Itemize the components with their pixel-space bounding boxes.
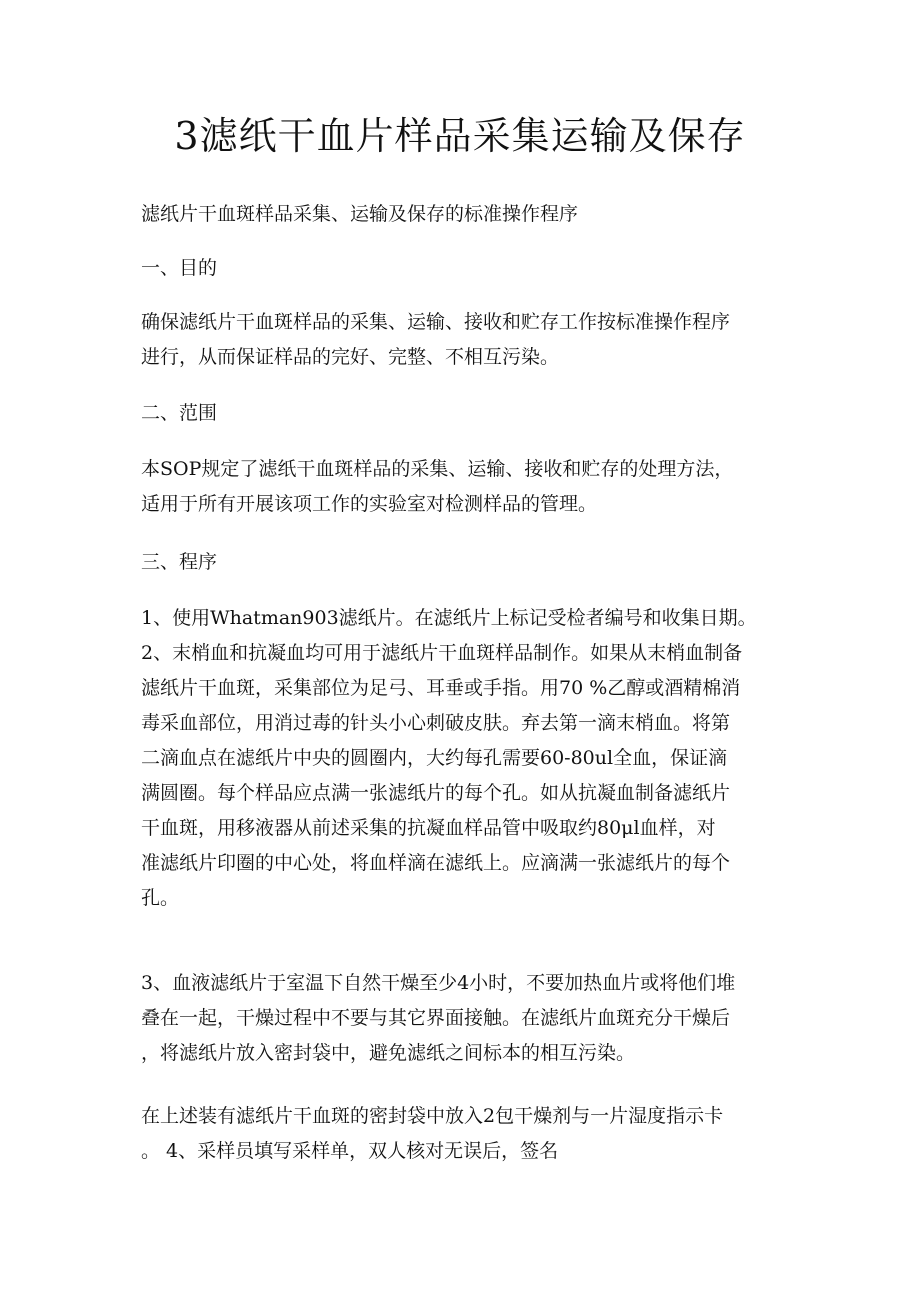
text-line: ，将滤纸片放入密封袋中，避免滤纸之间标本的相互污染。: [141, 1042, 636, 1064]
document-title: 3滤纸干血片样品采集运输及保存: [174, 114, 746, 158]
purpose-heading: 一、目的: [141, 257, 218, 279]
document-subtitle: 滤纸片干血斑样品采集、运输及保存的标准操作程序: [141, 203, 579, 225]
scope-paragraph: [141, 452, 791, 522]
procedure-step-3: [141, 966, 791, 1071]
procedure-steps-1-2: [141, 601, 791, 916]
text-line: 孔。: [141, 887, 180, 909]
text-line: 在上述装有滤纸片干血斑的密封袋中放入2包干燥剂与一片湿度指示卡: [141, 1105, 724, 1127]
text-line: 3、血液滤纸片于室温下自然干燥至少4小时，不要加热血片或将他们堆: [141, 972, 736, 994]
text-line: 叠在一起，干燥过程中不要与其它界面接触。在滤纸片血斑充分干燥后: [141, 1007, 731, 1029]
text-line: 满圆圈。每个样品应点满一张滤纸片的每个孔。如从抗凝血制备滤纸片: [141, 782, 731, 804]
text-line: 干血斑，用移液器从前述采集的抗凝血样品管中吸取约80μl血样，对: [141, 817, 716, 839]
text-line: 准滤纸片印圈的中心处，将血样滴在滤纸上。应滴满一张滤纸片的每个: [141, 852, 731, 874]
procedure-heading: 三、程序: [141, 551, 218, 573]
text-line: 适用于所有开展该项工作的实验室对检测样品的管理。: [141, 493, 598, 515]
text-line: 进行，从而保证样品的完好、完整、不相互污染。: [141, 346, 560, 368]
text-line: 毒采血部位，用消过毒的针头小心刺破皮肤。弃去第一滴末梢血。将第: [141, 712, 731, 734]
procedure-packing: [141, 1099, 791, 1169]
text-line: 1、使用Whatman903滤纸片。在滤纸片上标记受检者编号和收集日期。: [141, 607, 757, 629]
text-line: 2、末梢血和抗凝血均可用于滤纸片干血斑样品制作。如果从末梢血制备: [141, 642, 743, 664]
text-line: 二滴血点在滤纸片中央的圆圈内，大约每孔需要60-80ul全血，保证滴: [141, 747, 728, 769]
purpose-paragraph: [141, 305, 791, 375]
text-line: 滤纸片干血斑，采集部位为足弓、耳垂或手指。用70 %乙醇或酒精棉消: [141, 677, 741, 699]
text-line: 确保滤纸片干血斑样品的采集、运输、接收和贮存工作按标准操作程序: [141, 311, 731, 333]
text-line: 本SOP规定了滤纸干血斑样品的采集、运输、接收和贮存的处理方法，: [141, 458, 734, 480]
text-line: 。 4、采样员填写采样单，双人核对无误后，签名: [141, 1140, 559, 1162]
scope-heading: 二、范围: [141, 402, 218, 424]
